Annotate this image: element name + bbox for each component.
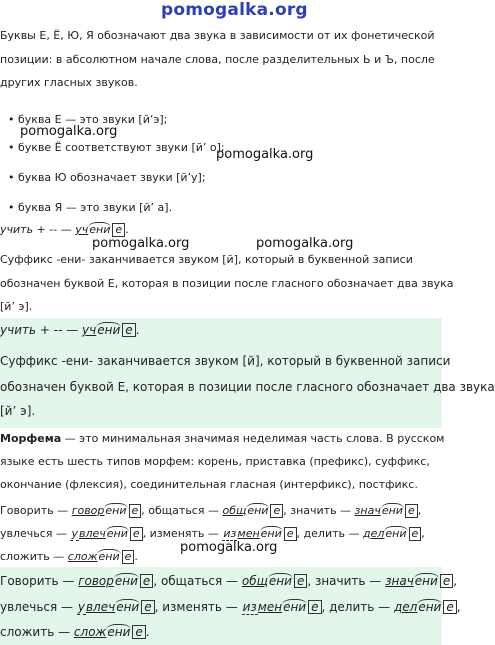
morpheme-line: Морфема — это минимальная значимая неделимая часть слова. В русском (0, 432, 445, 445)
bullet-item: • букве Ё соответствуют звуки [й’ о]; (8, 141, 225, 154)
suffix-text-line: [й’ э]. (0, 300, 33, 313)
intro-line: Буквы Е, Ё, Ю, Я обозначают два звука в зависимости от их фонетической (0, 29, 435, 42)
suffix-text-line: обозначен буквой Е, которая в позиции после гласного обозначает два звука (0, 380, 495, 394)
example-line: увлечься — увлечени е , изменять — изменени е , делить — делени е , (0, 600, 461, 614)
watermark: pomogalka.org (216, 147, 314, 162)
suffix-text-line: обозначен буквой Е, которая в позиции после гласного обозначает два звука (0, 277, 454, 290)
watermark-top: pomogalka.org (161, 0, 308, 20)
example-line: Говорить — говорени е , общаться — общени е , значить — значени е , (0, 574, 458, 588)
bullet-item: • буква Е — это звуки [й’э]; (8, 113, 168, 126)
word-scheme: учить + -- — учени е . (0, 323, 140, 337)
suffix-text-line: [й’ э]. (0, 404, 36, 418)
bullet-item: • буква Ю обозначает звуки [й’у]; (8, 171, 206, 184)
watermark: pomogalka.org (180, 540, 278, 555)
bullet-item: • буква Я — это звуки [й’ а]. (8, 201, 173, 214)
watermark: pomogalka.org (20, 124, 118, 139)
example-line: сложить — сложени е . (0, 625, 150, 639)
intro-line: других гласных звуков. (0, 76, 138, 89)
suffix-text-line: Суффикс -ени- заканчивается звуком [й], который в буквенной записи (0, 354, 451, 368)
example-line: сложить — сложени е . (0, 550, 138, 563)
example-line: увлечься — увлечени е , изменять — изменени е , делить — делени е , (0, 527, 425, 540)
watermark: pomogalka.org (92, 236, 190, 251)
word-scheme: учить + -- — учени е . (0, 223, 129, 236)
example-line: Говорить — говорени е , общаться — общени е , значить — значени е , (0, 504, 422, 517)
morpheme-line: окончание (флексия), соединительная гласная (интерфикс), постфикс. (0, 478, 418, 491)
watermark: pomogalka.org (256, 236, 354, 251)
suffix-text-line: Суффикс -ени- заканчивается звуком [й], который в буквенной записи (0, 253, 413, 266)
intro-line: позиции: в абсолютном начале слова, после разделительных Ь и Ъ, после (0, 53, 435, 66)
morpheme-line: языке есть шесть типов морфем: корень, приставка (префикс), суффикс, (0, 455, 430, 468)
